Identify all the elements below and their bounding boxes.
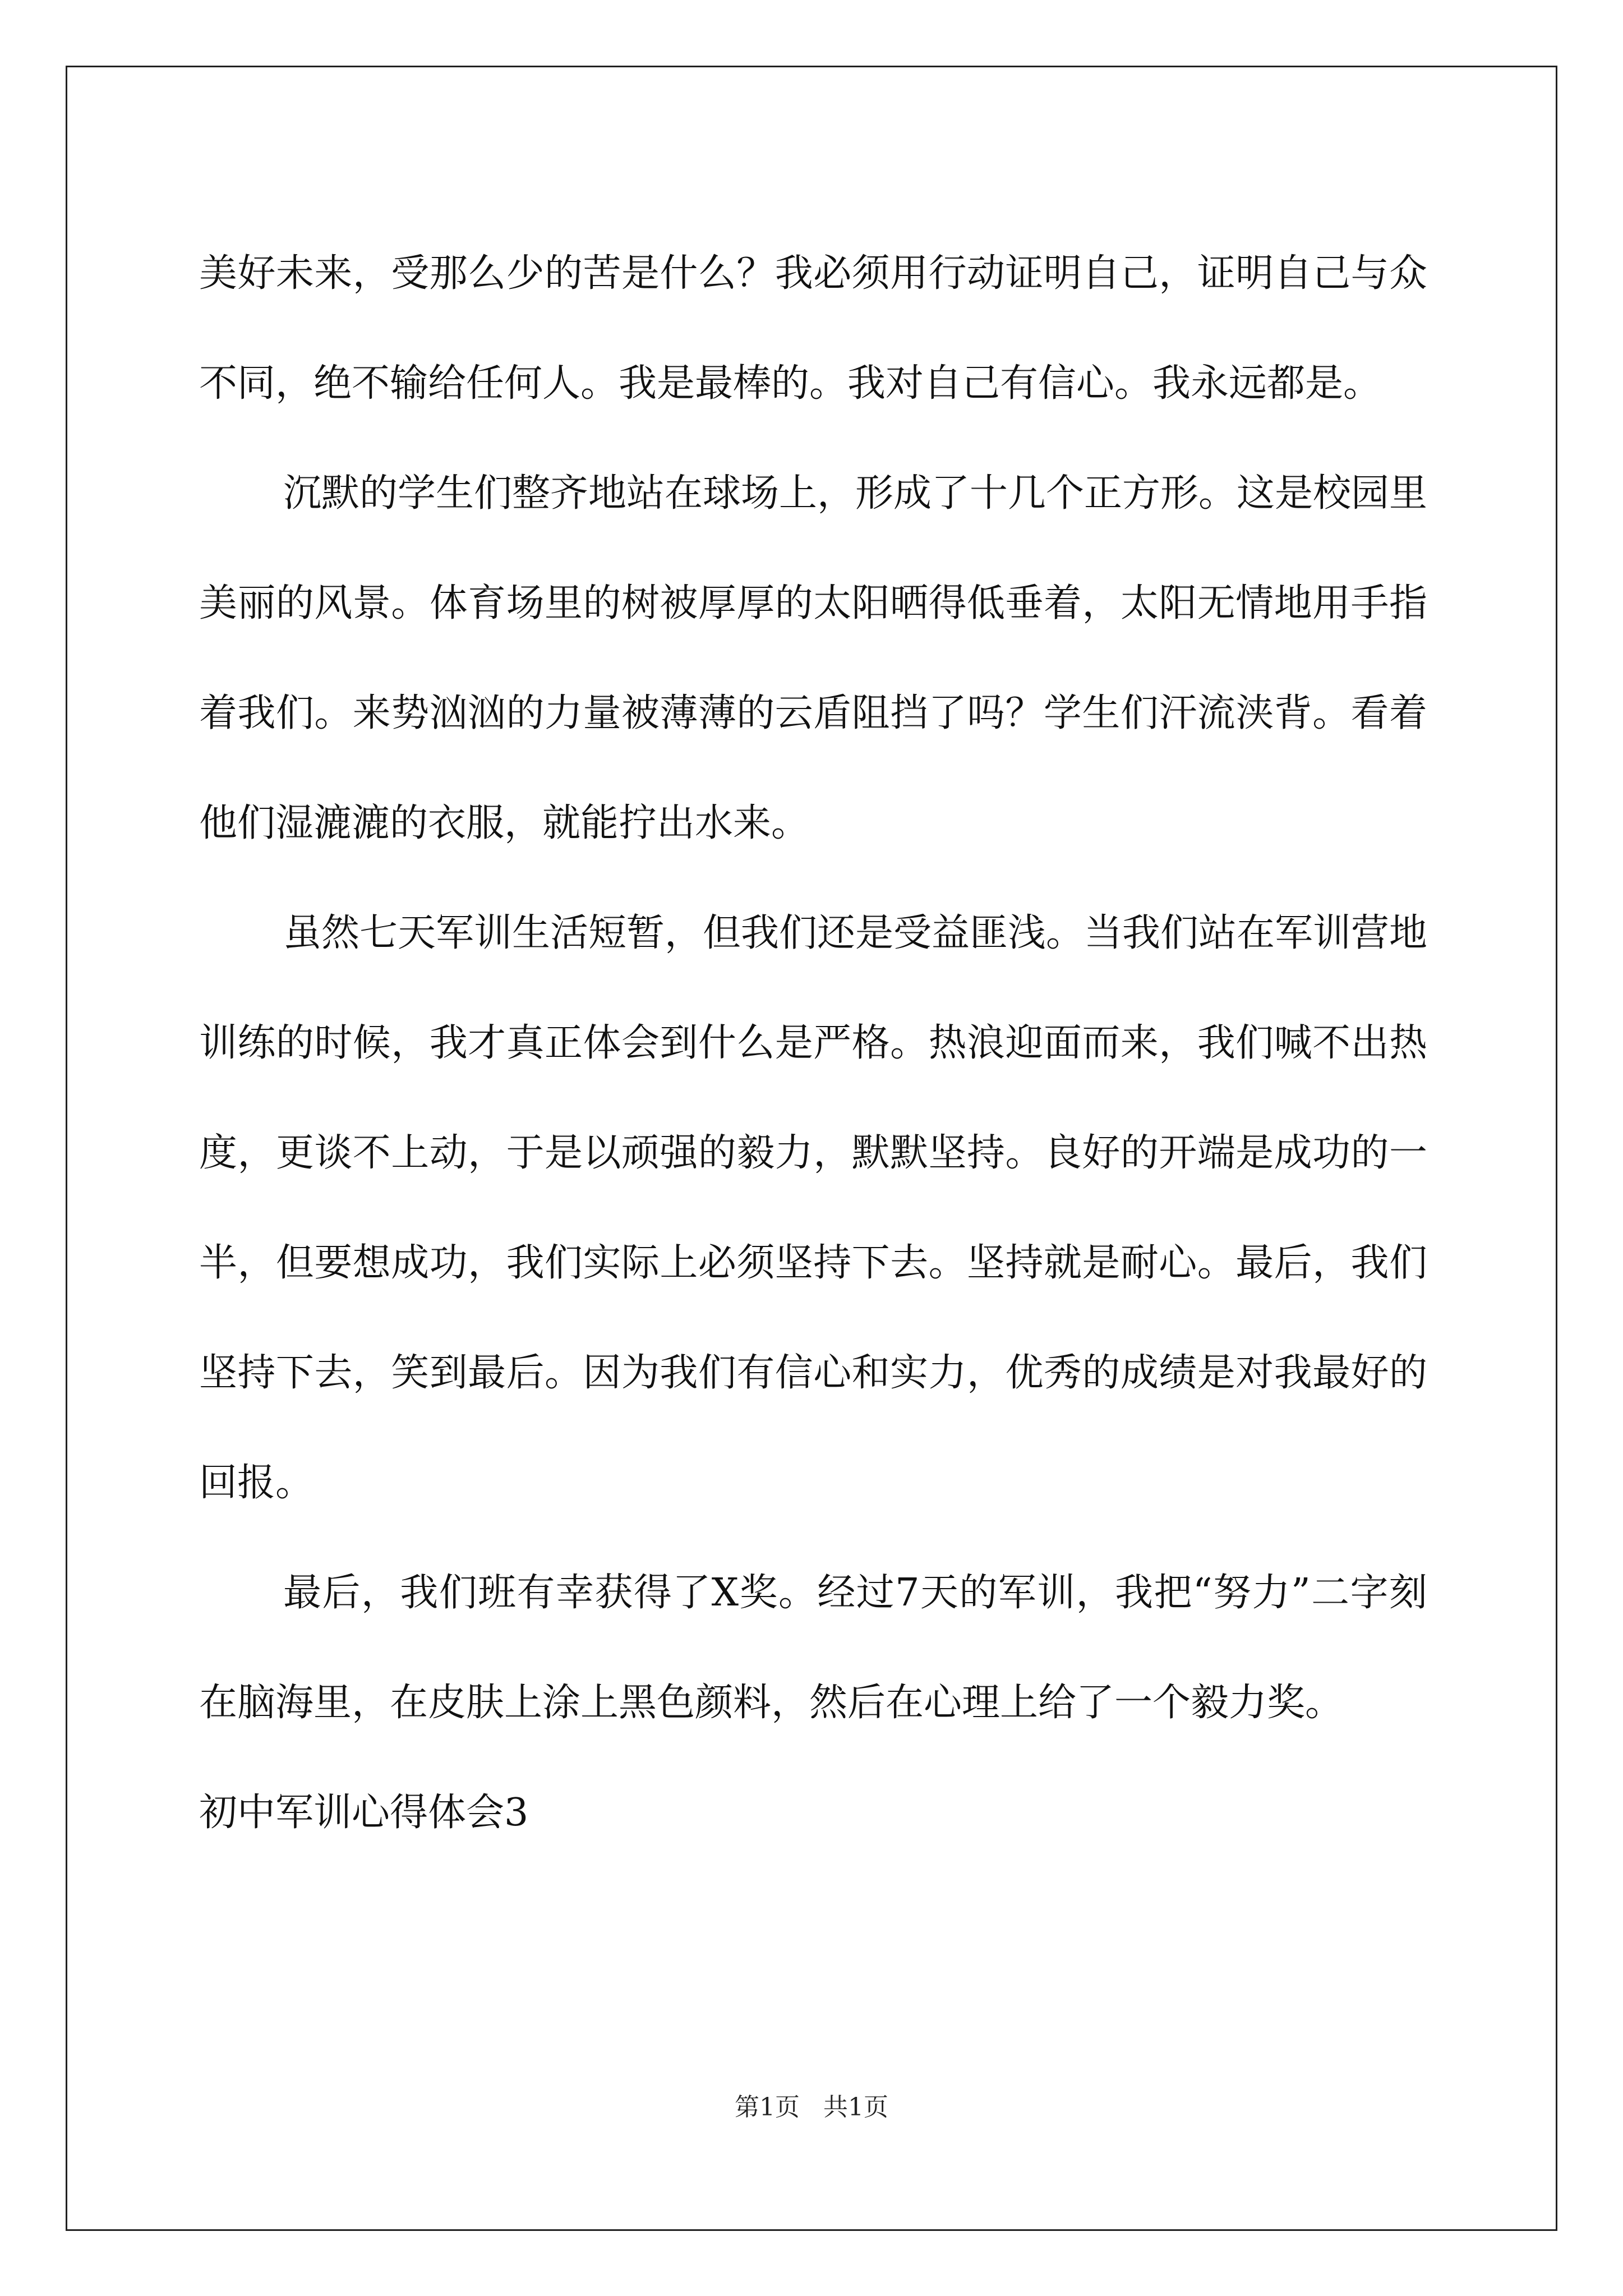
paragraph-1: 美好未来，受那么少的苦是什么？我必须用行动证明自己，证明自己与众不同，绝不输给任何人。我是最棒的。我对自己有信心。我永远都是。	[199, 251, 1427, 406]
paragraph-2: 沉默的学生们整齐地站在球场上，形成了十几个正方形。这是校园里美丽的风景。体育场里的树被厚厚的太阳晒得低垂着，太阳无情地用手指着我们。来势汹汹的力量被薄薄的云盾阻挡了吗？学生们汗流浃背。看着他们湿漉漉的衣服，就能拧出水来。	[199, 471, 1428, 845]
paragraph-3: 虽然七天军训生活短暂，但我们还是受益匪浅。当我们站在军训营地训练的时候，我才真正体会到什么是严格。热浪迎面而来，我们喊不出热度，更谈不上动，于是以顽强的毅力，默默坚持。良好的开端是成功的一半，但要想成功，我们实际上必须坚持下去。坚持就是耐心。最后，我们坚持下去，笑到最后。因为我们有信心和实力，优秀的成绩是对我最好的回报。	[199, 911, 1428, 1505]
section-heading: 初中军训心得体会3	[199, 1791, 529, 1835]
paragraph-4: 最后，我们班有幸获得了X奖。经过7天的军训，我把“努力”二字刻在脑海里，在皮肤上涂上黑色颜料，然后在心理上给了一个毅力奖。	[199, 1571, 1427, 1725]
page-footer: 第1页 共1页	[735, 2093, 888, 2122]
document-body	[199, 219, 1427, 1868]
